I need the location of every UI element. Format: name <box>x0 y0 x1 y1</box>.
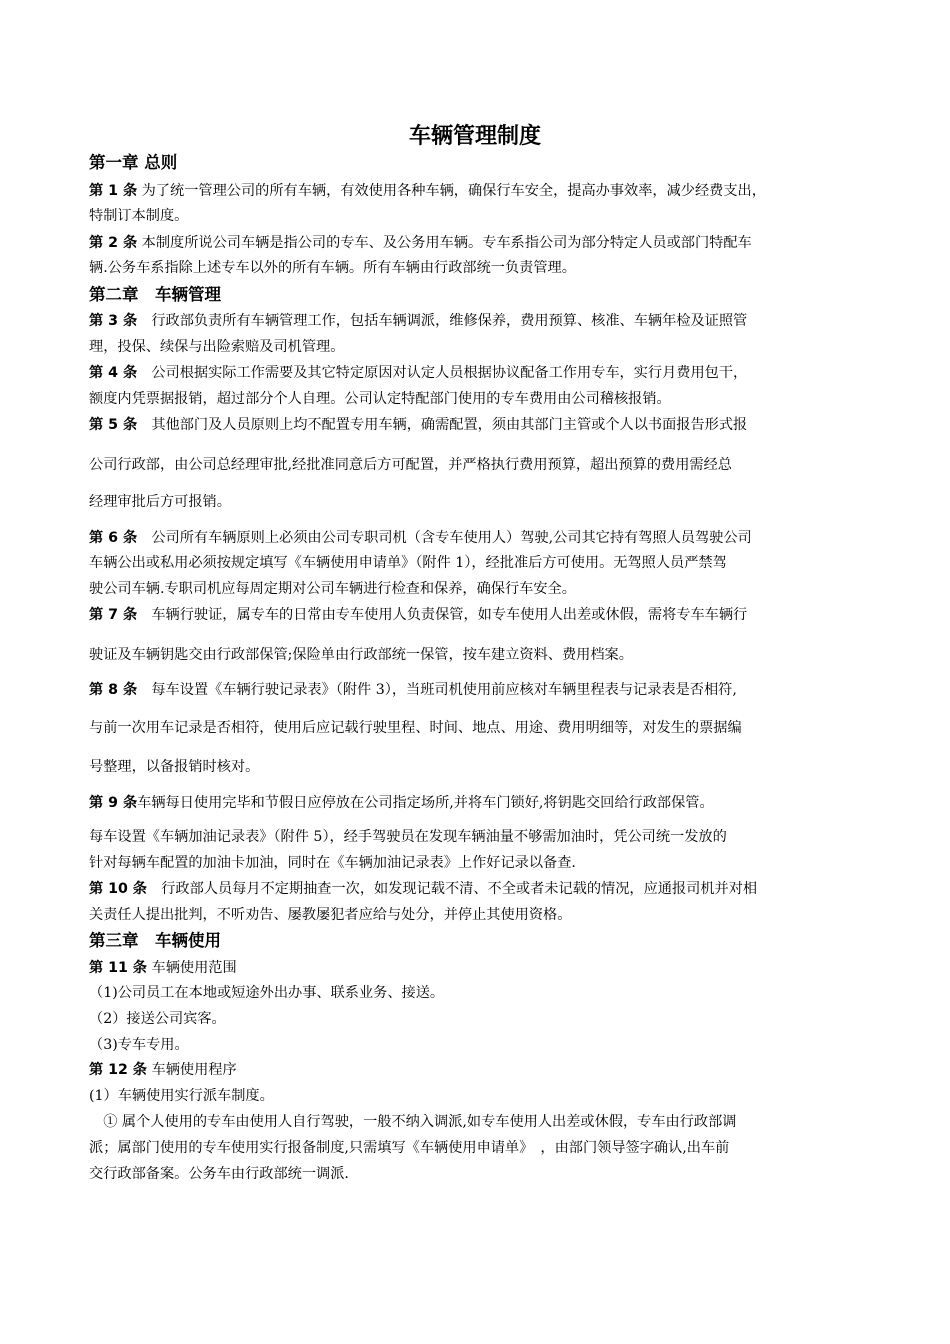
article-7-line-1 <box>89 605 747 625</box>
article-12-item-1-line-3: 交行政部备案。公务车由行政部统一调派. <box>89 1166 349 1182</box>
article-11-item-2: （2）接送公司宾客。 <box>89 1011 226 1027</box>
article-1-line-2: 特制订本制度。 <box>89 208 189 224</box>
article-6-line-2: 车辆公出或私用必须按规定填写《车辆使用申请单》（附件 1），经批准后方可使用。无驾照人员严禁驾 <box>89 555 727 571</box>
article-12-item-1-line-2: 派；属部门使用的专车使用实行报备制度,只需填写《车辆使用申请单》 ，由部门领导签字确认,出车前 <box>89 1140 730 1156</box>
article-6-line-3: 驶公司车辆.专职司机应每周定期对公司车辆进行检查和保养，确保行车安全。 <box>89 581 576 597</box>
article-11-item-3: （3)专车专用。 <box>89 1037 189 1053</box>
article-7-label: 第 7 条 <box>89 607 138 623</box>
article-11-label: 第 11 条 <box>89 960 147 976</box>
article-1-line-1 <box>89 181 766 201</box>
article-2-label: 第 2 条 <box>89 235 138 251</box>
article-11-item-1: （1)公司员工在本地或短途外出办事、联系业务、接送。 <box>89 985 445 1001</box>
article-4-line-2: 额度内凭票据报销，超过部分个人自理。公司认定特配部门使用的专车费用由公司稽核报销。 <box>89 391 671 407</box>
article-5-line-3: 经理审批后方可报销。 <box>89 494 231 510</box>
article-5-label: 第 5 条 <box>89 417 138 433</box>
article-12-item-1-line-1: ① 属个人使用的专车由使用人自行驾驶，一般不纳入调派,如专车使用人出差或休假，专车由行政部调 <box>89 1114 737 1130</box>
article-12-item-1: (1）车辆使用实行派车制度。 <box>89 1088 274 1104</box>
chapter-1-heading: 第一章 总则 <box>89 153 178 172</box>
article-3-line-1 <box>89 311 747 331</box>
document-title: 车辆管理制度 <box>408 124 541 149</box>
article-1-text: 为了统一管理公司的所有车辆，有效使用各种车辆，确保行车安全，提高办事效率，减少经费支出， <box>137 183 766 199</box>
article-7-line-2: 驶证及车辆钥匙交由行政部保管;保险单由行政部统一保管，按车建立资料、费用档案。 <box>89 647 633 663</box>
article-6-label: 第 6 条 <box>89 530 138 546</box>
article-5-line-2: 公司行政部，由公司总经理审批,经批准同意后方可配置，并严格执行费用预算，超出预算的费用需经总 <box>89 457 732 473</box>
article-12-line-1 <box>89 1060 237 1080</box>
article-4-line-1 <box>89 363 747 383</box>
article-3-label: 第 3 条 <box>89 313 138 329</box>
article-2-line-2: 辆.公务车系指除上述专车以外的所有车辆。所有车辆由行政部统一负责管理。 <box>89 260 576 276</box>
article-10-line-2: 关责任人提出批判，不听劝告、屡教屡犯者应给与处分，并停止其使用资格。 <box>89 907 572 923</box>
article-9-label: 第 9 条 <box>89 795 138 811</box>
article-8-line-1 <box>89 680 737 700</box>
article-5-text: 其他部门及人员原则上均不配置专用车辆，确需配置，须由其部门主管或个人以书面报告形式报 <box>137 417 748 433</box>
article-3-line-2: 理，投保、续保与出险索赔及司机管理。 <box>89 339 345 355</box>
article-2-line-1 <box>89 233 752 253</box>
article-12-text: 车辆使用程序 <box>147 1062 237 1078</box>
article-4-label: 第 4 条 <box>89 365 138 381</box>
article-4-text: 公司根据实际工作需要及其它特定原因对认定人员根据协议配备工作用专车，实行月费用包干， <box>137 365 748 381</box>
article-9-paragraph-line-1: 每车设置《车辆加油记录表》（附件 5），经手驾驶员在发现车辆油量不够需加油时，凭公司统一发放的 <box>89 829 727 845</box>
article-3-text: 行政部负责所有车辆管理工作，包括车辆调派，维修保养，费用预算、核准、车辆年检及证照管 <box>137 313 748 329</box>
article-11-text: 车辆使用范围 <box>147 960 237 976</box>
article-6-line-1 <box>89 528 752 548</box>
article-9-text: 车辆每日使用完毕和节假日应停放在公司指定场所,并将车门锁好,将钥匙交回给行政部保管。 <box>137 795 714 811</box>
article-10-label: 第 10 条 <box>89 881 147 897</box>
article-7-text: 车辆行驶证，属专车的日常由专车使用人负责保管，如专车使用人出差或休假，需将专车车辆行 <box>137 607 748 623</box>
article-8-line-2: 与前一次用车记录是否相符，使用后应记载行驶里程、时间、地点、用途、费用明细等，对发生的票据编 <box>89 720 742 736</box>
article-11-line-1 <box>89 958 237 978</box>
article-10-text: 行政部人员每月不定期抽查一次，如发现记载不清、不全或者未记载的情况，应通报司机并对相 <box>147 881 758 897</box>
article-1-label: 第 1 条 <box>89 183 138 199</box>
chapter-2-heading: 第二章 车辆管理 <box>89 285 221 304</box>
article-8-label: 第 8 条 <box>89 682 138 698</box>
article-9-line-1 <box>89 793 714 813</box>
article-12-label: 第 12 条 <box>89 1062 147 1078</box>
article-6-text: 公司所有车辆原则上必须由公司专职司机（含专车使用人）驾驶,公司其它持有驾照人员驾驶公司 <box>137 530 752 546</box>
chapter-3-heading: 第三章 车辆使用 <box>89 931 221 950</box>
article-2-text: 本制度所说公司车辆是指公司的专车、及公务用车辆。专车系指公司为部分特定人员或部门特配车 <box>137 235 752 251</box>
article-8-text: 每车设置《车辆行驶记录表》（附件 3），当班司机使用前应核对车辆里程表与记录表是否相符, <box>137 682 737 698</box>
article-10-line-1 <box>89 879 757 899</box>
article-9-paragraph-line-2: 针对每辆车配置的加油卡加油，同时在《车辆加油记录表》上作好记录以备查. <box>89 855 576 871</box>
article-8-line-3: 号整理，以备报销时核对。 <box>89 759 260 775</box>
article-5-line-1 <box>89 415 747 435</box>
